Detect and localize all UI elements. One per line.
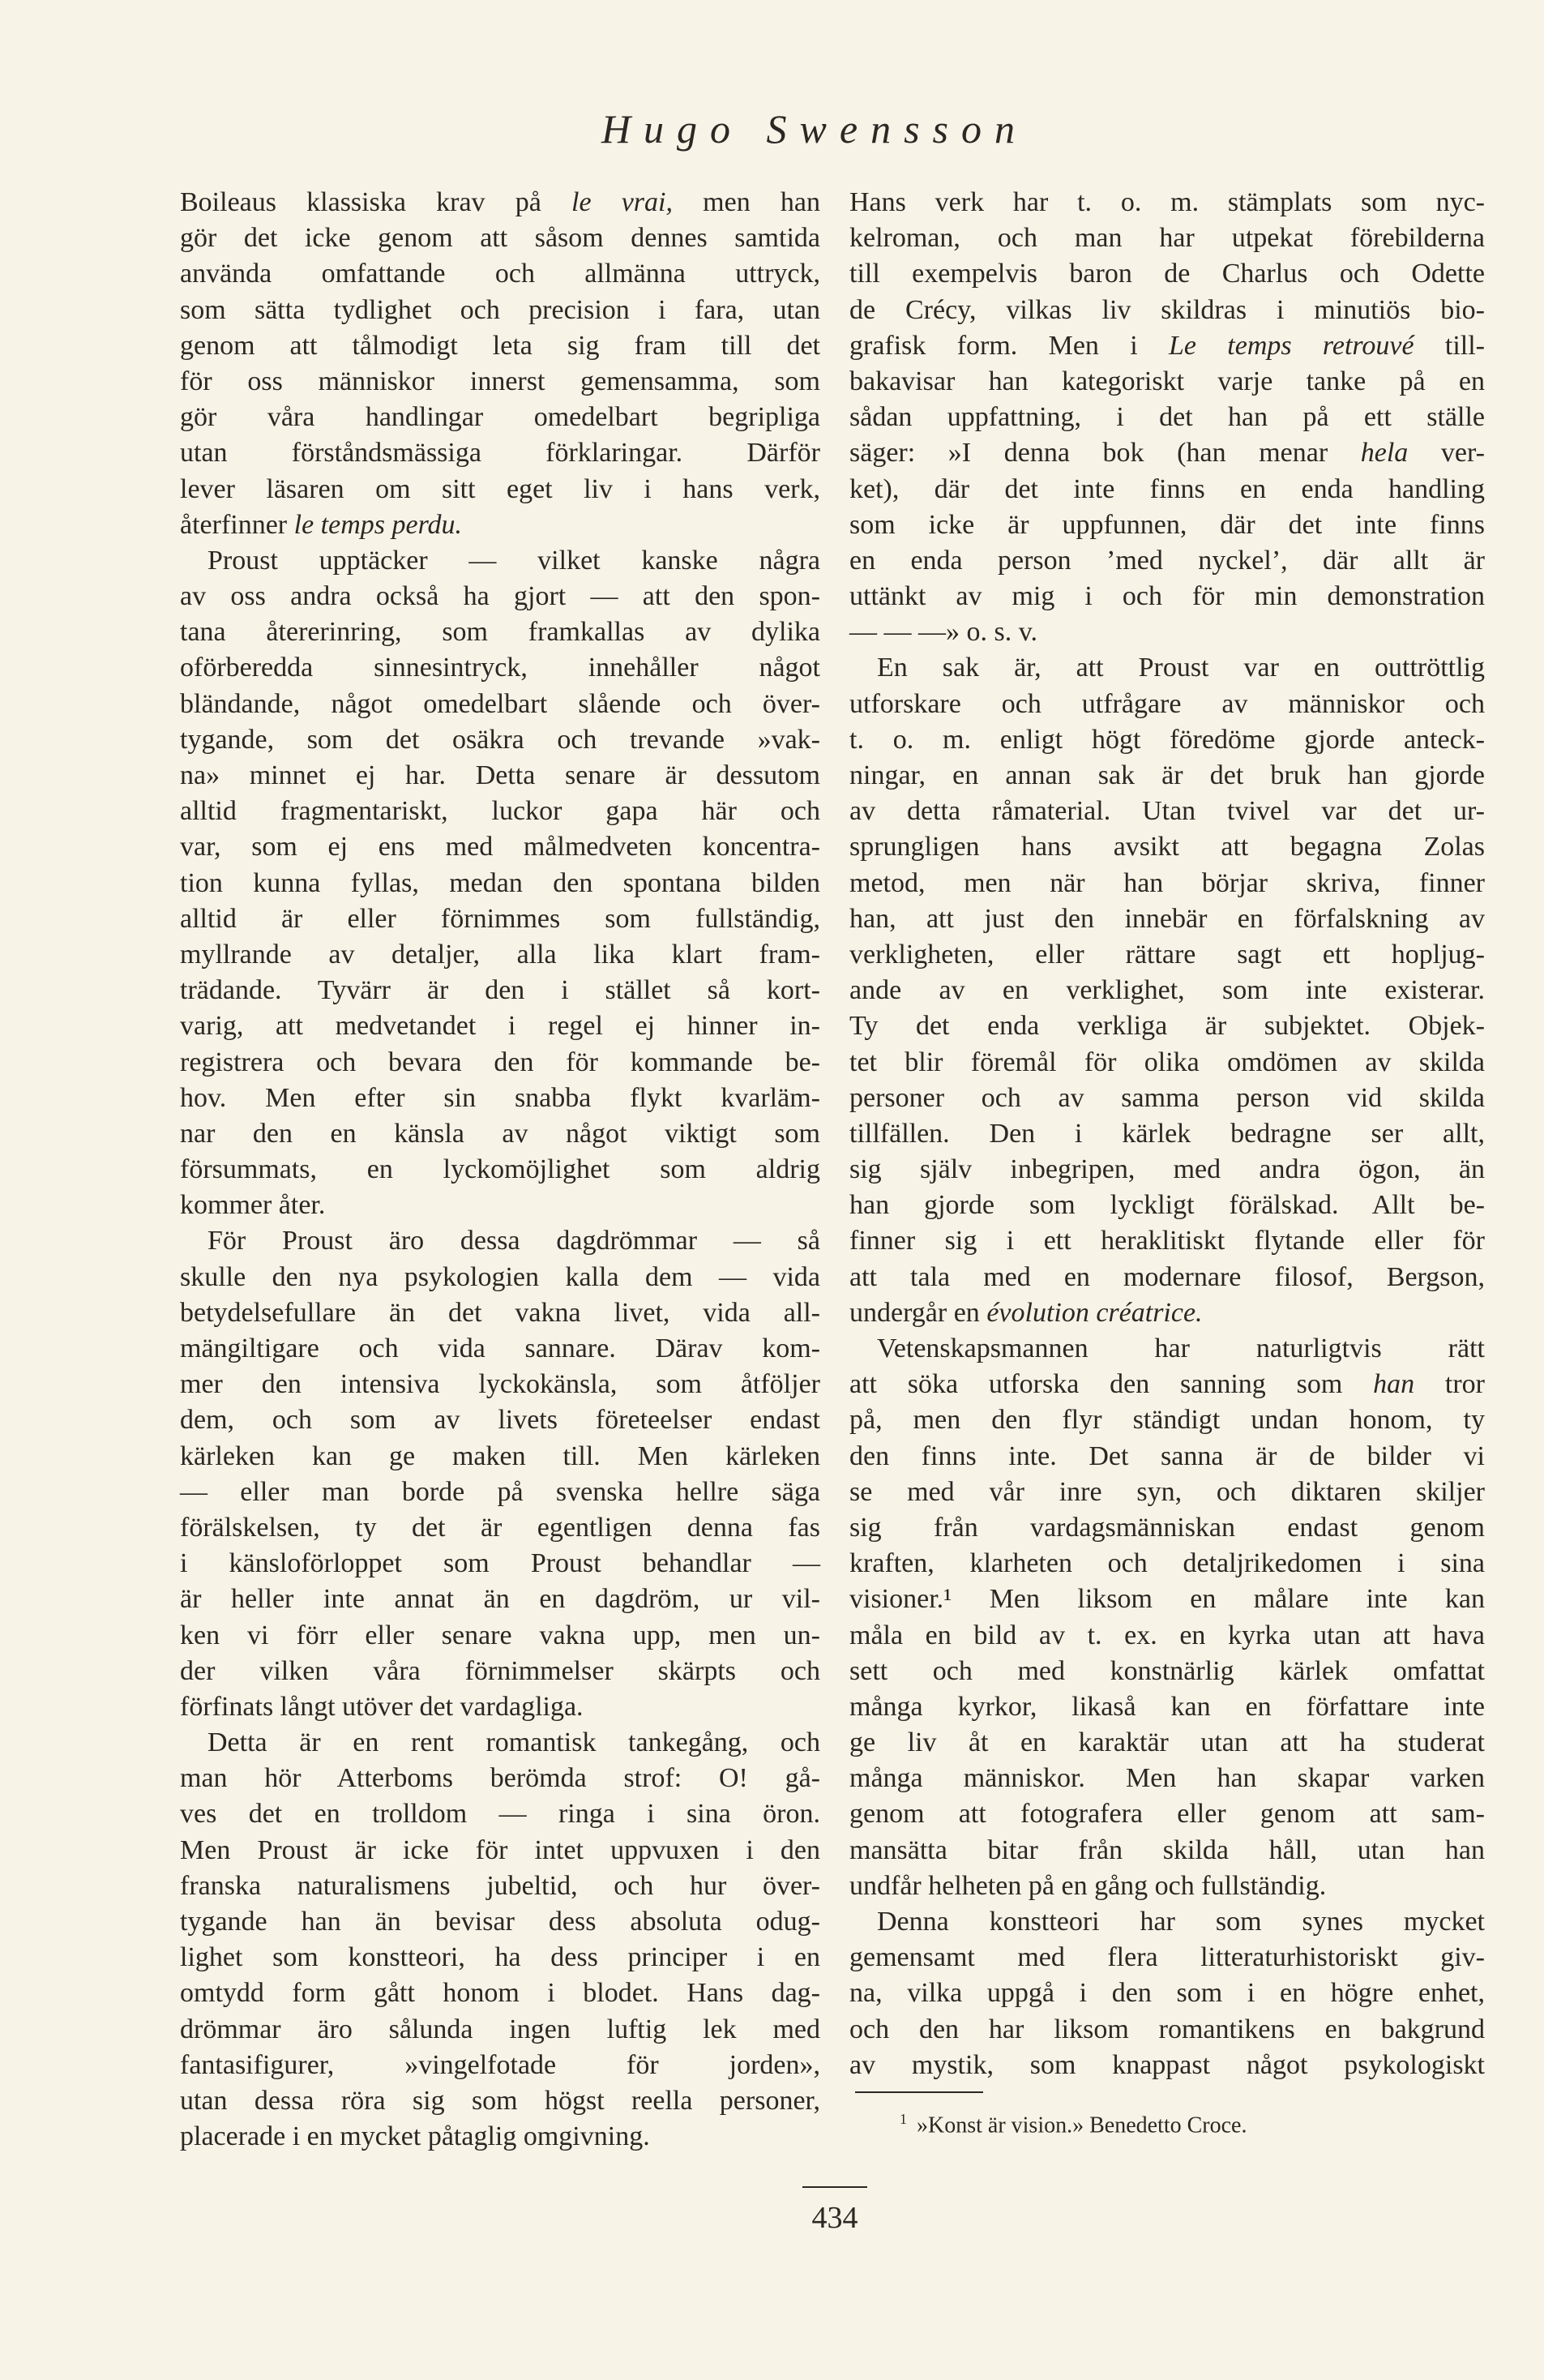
text: skulle den nya psykologien kalla dem — vida <box>180 1261 820 1292</box>
italic-text: Le temps retrouvé <box>1169 330 1414 361</box>
text: na, vilka uppgå i den som i en högre enhet, <box>849 1978 1485 2009</box>
text: tygande han än bevisar dess absoluta odug- <box>180 1907 820 1937</box>
text: av oss andra också ha gjort — att den spon- <box>180 581 820 612</box>
italic-text: hela <box>1360 438 1409 469</box>
text-line <box>180 1439 820 1475</box>
text: säger: »I denna bok (han menar <box>849 438 1361 469</box>
text-line <box>180 1904 820 1940</box>
text-line <box>849 328 1485 364</box>
text-line <box>180 1582 820 1617</box>
text-line <box>849 614 1485 650</box>
text: och den har liksom romantikens en bakgrund <box>849 2014 1485 2044</box>
text: ande av en verklighet, som inte existerar. <box>849 975 1485 1006</box>
text: Ty det enda verkliga är subjektet. Objek- <box>849 1011 1485 1042</box>
text: försummats, en lyckomöjlighet som aldrig <box>180 1154 820 1185</box>
paragraph <box>180 543 820 1224</box>
text-line <box>180 1654 820 1689</box>
text-line <box>180 1260 820 1295</box>
text-line <box>180 722 820 758</box>
text: till- <box>1414 330 1486 361</box>
text-line <box>849 973 1485 1008</box>
text-line <box>180 364 820 400</box>
text: för oss människor innerst gemensamma, som <box>180 366 820 396</box>
text-line <box>849 1008 1485 1044</box>
text-line <box>849 1904 1485 1940</box>
text-line <box>180 1188 820 1223</box>
text: Vetenskapsmannen har naturligtvis rätt <box>877 1333 1485 1363</box>
text-line <box>180 1402 820 1438</box>
footnote <box>900 2111 1247 2138</box>
text: placerade i en mycket påtaglig omgivning. <box>180 2121 650 2152</box>
text-line <box>849 1475 1485 1510</box>
text-line <box>849 1402 1485 1438</box>
text-line <box>180 937 820 973</box>
text-line <box>180 614 820 650</box>
text-line <box>180 543 820 579</box>
text-line <box>180 1868 820 1904</box>
right-column <box>849 185 1485 2083</box>
text: utforskare och utfrågare av människor och <box>849 688 1485 719</box>
text-line <box>180 1045 820 1081</box>
text-line <box>849 1331 1485 1367</box>
text: na» minnet ej har. Detta senare är dessutom <box>180 760 820 790</box>
text: dem, och som av livets företeelser endast <box>180 1405 820 1436</box>
text: ken vi förr eller senare vakna upp, men un- <box>180 1620 820 1650</box>
paragraph <box>180 1725 820 2155</box>
text: ver- <box>1408 438 1485 469</box>
text-line <box>849 400 1485 435</box>
text: franska naturalismens jubeltid, och hur över- <box>180 1870 820 1901</box>
text-line <box>180 1796 820 1832</box>
text: ket), där det inte finns en enda handling <box>849 473 1485 504</box>
text: han, att just den innebär en förfalskning av <box>849 903 1485 934</box>
text: utan dessa röra sig som högst reella personer, <box>180 2085 820 2116</box>
text: ves det en trolldom — ringa i sina öron. <box>180 1799 820 1830</box>
text: tygande, som det osäkra och trevande »vak- <box>180 724 820 755</box>
text: betydelsefullare än det vakna livet, vida all- <box>180 1297 820 1328</box>
text-line <box>849 1654 1485 1689</box>
text: till exempelvis baron de Charlus och Odette <box>849 259 1485 289</box>
footnote-divider <box>855 2091 983 2093</box>
text: Proust upptäcker — vilket kanske några <box>207 545 820 576</box>
text: den finns inte. Det sanna är de bilder vi <box>849 1440 1485 1471</box>
text-line <box>180 1618 820 1654</box>
text: sprungligen hans avsikt att begagna Zolas <box>849 832 1485 863</box>
text: nar den en känsla av något viktigt som <box>180 1118 820 1149</box>
text: En sak är, att Proust var en outtröttlig <box>877 653 1485 683</box>
text-line <box>849 1295 1485 1331</box>
text: finner sig i ett heraklitiskt flytande eller för <box>849 1226 1485 1256</box>
running-title: Hugo Swensson <box>601 106 1029 152</box>
text-line <box>849 650 1485 686</box>
text-line <box>180 901 820 937</box>
text: man hör Atterboms berömda strof: O! gå- <box>180 1763 820 1794</box>
text: sett och med konstnärlig kärlek omfattat <box>849 1655 1485 1686</box>
text-line <box>849 1725 1485 1761</box>
paragraph <box>849 1904 1485 2083</box>
text-line <box>180 1367 820 1402</box>
text: sig från vardagsmänniskan endast genom <box>849 1512 1485 1543</box>
text: Denna konstteori har som synes mycket <box>877 1907 1485 1937</box>
text: alltid är eller förnimmes som fullständig, <box>180 903 820 934</box>
left-column <box>180 185 820 2155</box>
text-line <box>849 1510 1485 1546</box>
text: av detta råmaterial. Utan tvivel var det ur- <box>849 796 1485 827</box>
text: Boileaus klassiska krav på <box>180 187 571 217</box>
paragraph <box>180 1223 820 1725</box>
text-line <box>849 293 1485 328</box>
text-line <box>180 2119 820 2155</box>
text-line <box>849 901 1485 937</box>
text: i känsloförloppet som Proust behandlar — <box>180 1548 820 1579</box>
page-number: 434 <box>811 2201 858 2235</box>
text: gör det icke genom att såsom dennes samtida <box>180 223 820 254</box>
text: en enda person ’med nyckel’, där allt är <box>849 545 1485 576</box>
text-line <box>180 220 820 256</box>
text: utan förståndsmässiga förklaringar. Därför <box>180 438 820 469</box>
text: tet blir föremål för olika omdömen av skilda <box>849 1047 1485 1077</box>
text-line <box>849 364 1485 400</box>
text-line <box>849 1546 1485 1582</box>
text: kraften, klarheten och detaljrikedomen i sina <box>849 1548 1485 1579</box>
text-line <box>180 1081 820 1116</box>
text: han gjorde som lyckligt förälskad. Allt be- <box>849 1190 1485 1221</box>
text: visioner.¹ Men liksom en målare inte kan <box>849 1584 1485 1615</box>
text-line <box>180 328 820 364</box>
text: bländande, något omedelbart slående och över- <box>180 688 820 719</box>
text-line <box>180 256 820 292</box>
text: metod, men när han börjar skriva, finner <box>849 867 1485 898</box>
text-line <box>180 2083 820 2119</box>
text: alltid fragmentariskt, luckor gapa här och <box>180 796 820 827</box>
text: oförberedda sinnesintryck, innehåller något <box>180 653 820 683</box>
text-line <box>849 543 1485 579</box>
text: För Proust äro dessa dagdrömmar — så <box>207 1226 820 1256</box>
text: uttänkt av mig i och för min demonstration <box>849 581 1485 612</box>
text: personer och av samma person vid skilda <box>849 1082 1485 1113</box>
text-line <box>849 758 1485 794</box>
paragraph <box>849 185 1485 650</box>
text: — eller man borde på svenska hellre säga <box>180 1476 820 1507</box>
text: många kyrkor, likaså kan en författare inte <box>849 1691 1485 1722</box>
text: ge liv åt en karaktär utan att ha studerat <box>849 1727 1485 1758</box>
text-line <box>180 1975 820 2011</box>
text-line <box>849 1045 1485 1081</box>
text: Men Proust är icke för intet uppvuxen i den <box>180 1834 820 1865</box>
text-line <box>180 293 820 328</box>
text-line <box>849 2048 1485 2083</box>
text-line <box>180 1116 820 1152</box>
text: drömmar äro sålunda ingen luftig lek med <box>180 2014 820 2044</box>
text-line <box>849 1833 1485 1868</box>
text: kommer åter. <box>180 1190 326 1221</box>
text-line <box>849 1796 1485 1832</box>
text: undfår helheten på en gång och fullständig. <box>849 1870 1327 1901</box>
text: som sätta tydlighet och precision i fara, utan <box>180 294 820 325</box>
text: som icke är uppfunnen, där det inte finns <box>849 509 1485 540</box>
text: Detta är en rent romantisk tankegång, och <box>207 1727 820 1758</box>
text: omtydd form gått honom i blodet. Hans dag- <box>180 1978 820 2009</box>
text-line <box>180 1152 820 1188</box>
text-line <box>849 1116 1485 1152</box>
text-line <box>849 866 1485 901</box>
text-line <box>180 1331 820 1367</box>
text-line <box>849 1689 1485 1725</box>
text-line <box>180 973 820 1008</box>
text: hov. Men efter sin snabba flykt kvarläm- <box>180 1082 820 1113</box>
text-line <box>849 220 1485 256</box>
text: tion kunna fyllas, medan den spontana bilden <box>180 867 820 898</box>
text-line <box>849 1975 1485 2011</box>
text: mansätta bitar från skilda håll, utan han <box>849 1834 1485 1865</box>
text: fantasifigurer, »vingelfotade för jorden», <box>180 2049 820 2080</box>
text-line <box>180 435 820 471</box>
text: tror <box>1414 1369 1485 1400</box>
text: registrera och bevara den för kommande be- <box>180 1047 820 1077</box>
text-line <box>849 1868 1485 1904</box>
text: kärleken kan ge maken till. Men kärleken <box>180 1440 820 1471</box>
text-line <box>849 1081 1485 1116</box>
text: på, men den flyr ständigt undan honom, ty <box>849 1405 1485 1436</box>
text-line <box>180 507 820 543</box>
text: der vilken våra förnimmelser skärpts och <box>180 1655 820 1686</box>
footnote-marker: 1 <box>900 2111 907 2127</box>
text: mer den intensiva lyckokänsla, som åtföljer <box>180 1369 820 1400</box>
text-line <box>180 1725 820 1761</box>
text-line <box>849 794 1485 829</box>
text-line <box>849 1223 1485 1259</box>
text: — — —» o. s. v. <box>849 617 1038 648</box>
text-line <box>180 1475 820 1510</box>
text: sig själv inbegripen, med andra ögon, än <box>849 1154 1485 1185</box>
text: lever läsaren om sitt eget liv i hans verk, <box>180 473 820 504</box>
text: ningar, en annan sak är det bruk han gjorde <box>849 760 1485 790</box>
text: att tala med en modernare filosof, Bergson, <box>849 1261 1485 1292</box>
footnote-text: »Konst är vision.» Benedetto Croce. <box>917 2112 1247 2138</box>
text-line <box>849 1618 1485 1654</box>
text: måla en bild av t. ex. en kyrka utan att hava <box>849 1620 1485 1650</box>
text-line <box>180 650 820 686</box>
italic-text: le temps perdu. <box>293 509 463 540</box>
text-line <box>180 1008 820 1044</box>
text: förälskelsen, ty det är egentligen denna fas <box>180 1512 820 1543</box>
text-line <box>849 185 1485 220</box>
paragraph <box>180 185 820 543</box>
text: varig, att medvetandet i regel ej hinner in- <box>180 1011 820 1042</box>
text: t. o. m. enligt högt föredöme gjorde anteck- <box>849 724 1485 755</box>
page-number-rule <box>802 2186 867 2188</box>
text: grafisk form. Men i <box>849 330 1169 361</box>
text: sådan uppfattning, i det han på ett ställe <box>849 402 1485 433</box>
text: genom att tålmodigt leta sig fram till det <box>180 330 820 361</box>
text: tana återerinring, som framkallas av dylika <box>180 617 820 648</box>
text-line <box>180 829 820 865</box>
text-line <box>849 829 1485 865</box>
italic-text: han <box>1373 1369 1415 1400</box>
text-line <box>849 507 1485 543</box>
text-line <box>180 1510 820 1546</box>
text-line <box>849 1582 1485 1617</box>
text: var, som ej ens med målmedveten koncentra- <box>180 832 820 863</box>
text-line <box>180 1940 820 1975</box>
text-line <box>849 1260 1485 1295</box>
text: att söka utforska den sanning som <box>849 1369 1374 1400</box>
text: mängiltigare och vida sannare. Därav kom- <box>180 1333 820 1363</box>
text-line <box>180 1689 820 1725</box>
italic-text: le vrai, <box>571 187 673 217</box>
text: men han <box>673 187 820 217</box>
text: verkligheten, eller rättare sagt ett hopljug- <box>849 939 1485 970</box>
text: tillfällen. Den i kärlek bedragne ser allt, <box>849 1118 1485 1149</box>
text: gör våra handlingar omedelbart begripliga <box>180 402 820 433</box>
text: de Crécy, vilkas liv skildras i minutiös bio- <box>849 294 1485 325</box>
text: kelroman, och man har utpekat förebilderna <box>849 223 1485 254</box>
text-line <box>849 472 1485 507</box>
text: undergår en <box>849 1297 987 1328</box>
text-line <box>849 435 1485 471</box>
text-line <box>849 937 1485 973</box>
text-line <box>849 256 1485 292</box>
text-line <box>849 1940 1485 1975</box>
text: använda omfattande och allmänna uttryck, <box>180 259 820 289</box>
text-line <box>849 1152 1485 1188</box>
text-line <box>849 1188 1485 1223</box>
text-line <box>180 400 820 435</box>
text-line <box>180 1295 820 1331</box>
text-line <box>849 722 1485 758</box>
text-line <box>180 758 820 794</box>
text-line <box>180 1223 820 1259</box>
text-line <box>849 687 1485 722</box>
text: se med vår inre syn, och diktaren skiljer <box>849 1476 1485 1507</box>
text-line <box>180 687 820 722</box>
text-line <box>849 579 1485 614</box>
text-line <box>849 1761 1485 1796</box>
text-line <box>180 185 820 220</box>
text: genom att fotografera eller genom att sam- <box>849 1799 1485 1830</box>
text-line <box>849 1367 1485 1402</box>
text: Hans verk har t. o. m. stämplats som nyc- <box>849 187 1485 217</box>
text-line <box>849 1439 1485 1475</box>
text: många människor. Men han skapar varken <box>849 1763 1485 1794</box>
text-line <box>180 579 820 614</box>
text-line <box>180 866 820 901</box>
text: myllrande av detaljer, alla lika klart fram- <box>180 939 820 970</box>
text-line <box>849 2012 1485 2048</box>
text-line <box>180 472 820 507</box>
text-line <box>180 1546 820 1582</box>
text: gemensamt med flera litteraturhistoriskt giv- <box>849 1942 1485 1973</box>
text-line <box>180 2012 820 2048</box>
text: förfinats långt utöver det vardagliga. <box>180 1691 584 1722</box>
text: trädande. Tyvärr är den i stället så kort- <box>180 975 820 1006</box>
text-line <box>180 1833 820 1868</box>
text-line <box>180 1761 820 1796</box>
text-line <box>180 2048 820 2083</box>
paragraph <box>849 1331 1485 1904</box>
text-line <box>180 794 820 829</box>
text: av mystik, som knappast något psykologiskt <box>849 2049 1485 2080</box>
paragraph <box>849 650 1485 1331</box>
italic-text: évolution créatrice. <box>986 1297 1203 1328</box>
text: lighet som konstteori, ha dess principer i en <box>180 1942 820 1973</box>
text: är heller inte annat än en dagdröm, ur vil- <box>180 1584 820 1615</box>
text: återfinner <box>180 509 294 540</box>
text: bakavisar han kategoriskt varje tanke på en <box>849 366 1485 396</box>
